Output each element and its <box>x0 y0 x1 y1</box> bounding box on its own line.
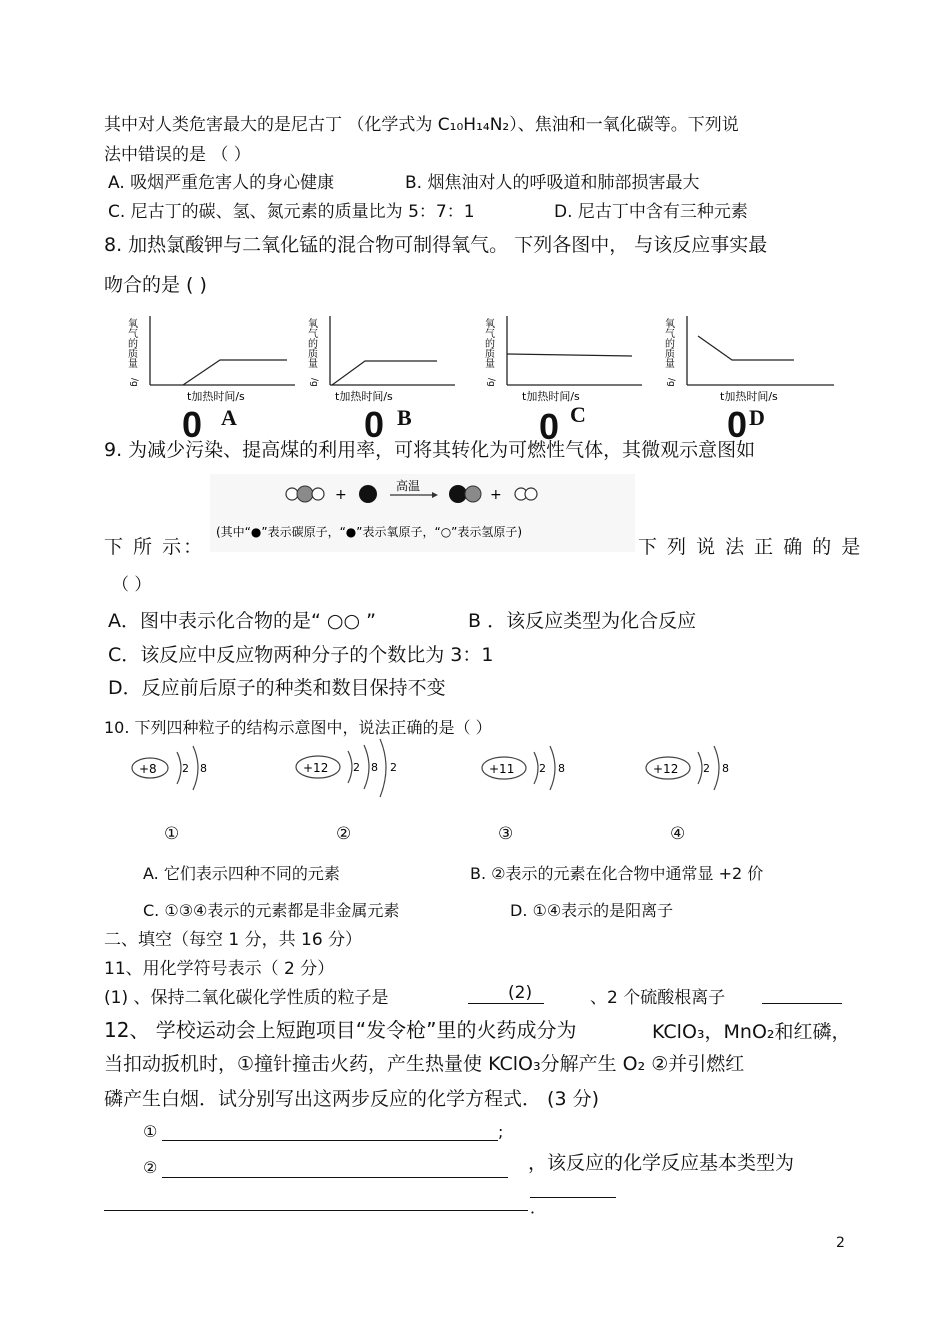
graph-a-xlabel: t加热时间/s <box>187 390 245 403</box>
q12-end-dot: ． <box>530 1198 547 1217</box>
graph-a-origin: 0 <box>182 404 203 445</box>
q10-option-a: A. 它们表示四种不同的元素 <box>143 864 340 883</box>
q10-stem: 10. 下列四种粒子的结构示意图中，说法正确的是（ ） <box>104 718 492 737</box>
q12-line2: 当扣动扳机时，①撞针撞击火药，产生热量使 KClO₃分解产生 O₂ ②并引燃红 <box>104 1053 745 1075</box>
particle-2-shell-3: 2 <box>390 761 397 774</box>
q12-blank1-num: ① <box>143 1122 158 1141</box>
q9-option-d: D．反应前后原子的种类和数目保持不变 <box>108 677 446 699</box>
particle-1-label: ① <box>164 824 180 844</box>
particle-4-nucleus: +12 <box>653 762 679 776</box>
hydrogen-atom-icon <box>312 488 324 500</box>
graph-c-yunit: /g <box>486 378 496 387</box>
q9-condition: 高温 <box>396 479 421 493</box>
particle-1 <box>125 740 235 802</box>
particle-2 <box>290 735 415 803</box>
particle-1-nucleus: +8 <box>139 762 157 776</box>
q12-line1a: 12、 学校运动会上短跑项目“发令枪”里的火药成分为 <box>104 1018 577 1042</box>
q7-option-b: B. 烟焦油对人的呼吸道和肺部损害最大 <box>405 173 700 193</box>
particle-3-shell-2: 8 <box>558 762 565 775</box>
particle-3-shell-1: 2 <box>539 762 546 775</box>
graph-b-curve <box>332 361 437 385</box>
q7-option-a: A. 吸烟严重危害人的身心健康 <box>108 173 335 193</box>
particle-4-label: ④ <box>670 824 686 844</box>
q10-option-d: D. ①④表示的是阳离子 <box>510 901 674 920</box>
q9-lead: 下 所 示： <box>104 536 205 558</box>
q11-part2-label: (2) <box>508 983 533 1003</box>
q11-blank-1[interactable] <box>468 1003 544 1004</box>
graph-b-letter: B <box>397 405 412 430</box>
q12-line3: 磷产生白烟．试分别写出这两步反应的化学方程式． (3 分) <box>104 1088 599 1110</box>
graph-c-origin: 0 <box>539 406 560 447</box>
q8-line2: 吻合的是 ( ) <box>104 274 207 296</box>
oxygen-atom-icon <box>297 486 313 502</box>
particle-2-shell-1: 2 <box>353 761 360 774</box>
q7-option-c: C. 尼古丁的碳、氢、氮元素的质量比为 5：7：1 <box>108 202 475 222</box>
graph-d-origin: 0 <box>727 404 748 445</box>
graph-c <box>482 308 647 403</box>
oxygen-atom-icon <box>465 486 481 502</box>
q9-option-c: C．该反应中反应物两种分子的个数比为 3：1 <box>108 644 494 666</box>
q11-part2: 、2 个硫酸根离子 <box>590 988 726 1008</box>
q8-line1: 8. 加热氯酸钾与二氧化锰的混合物可制得氧气。 下列各图中， 与该反应事实最 <box>104 234 768 256</box>
q12-blank1-end: ; <box>498 1122 504 1141</box>
q12-blank2-num: ② <box>143 1158 158 1177</box>
q11-part1: (1) 、保持二氧化碳化学性质的粒子是 <box>104 988 389 1008</box>
q11-stem: 11、用化学符号表示（ 2 分） <box>104 959 335 979</box>
graph-a-ylabel: 氧气的质量 <box>125 318 137 368</box>
particle-4-shell-2: 8 <box>722 762 729 775</box>
particle-1-shell-1: 2 <box>182 762 189 775</box>
graph-c-letter: C <box>570 402 586 427</box>
particle-3-nucleus: +11 <box>489 762 515 776</box>
particle-4-shell-1: 2 <box>703 762 710 775</box>
q10-option-c: C. ①③④表示的元素都是非金属元素 <box>143 901 400 920</box>
carbon-atom-icon <box>449 485 467 503</box>
q9-option-a: A．图中表示化合物的是“ ○○ ” <box>108 610 376 632</box>
q12-blank2-tail: ，该反应的化学反应基本类型为 <box>528 1152 795 1174</box>
graph-b <box>305 308 460 403</box>
particle-3-label: ③ <box>498 824 514 844</box>
q7-line1: 其中对人类危害最大的是尼古丁 （化学式为 C₁₀H₁₄N₂）、焦油和一氧化碳等。下列说 <box>104 115 739 135</box>
q7-option-d: D. 尼古丁中含有三种元素 <box>554 202 748 222</box>
q12-blank-3[interactable] <box>104 1210 528 1211</box>
carbon-atom-icon <box>359 485 377 503</box>
q10-option-b: B. ②表示的元素在化合物中通常显 +2 价 <box>470 864 764 883</box>
graph-d-letter: D <box>749 405 765 430</box>
q11-blank-2[interactable] <box>762 1003 842 1004</box>
particle-3 <box>478 740 588 802</box>
graph-c-ylabel: 氧气的质量 <box>482 318 494 368</box>
hydrogen-atom-icon <box>286 488 298 500</box>
graph-a <box>125 308 300 403</box>
graph-a-yunit: /g <box>129 378 139 387</box>
section-2-title: 二、填空（每空 1 分，共 16 分） <box>104 930 363 950</box>
q7-line2: 法中错误的是 （ ） <box>104 145 251 165</box>
particle-2-nucleus: +12 <box>303 761 329 775</box>
q9-legend: (其中“●”表示碳原子，“●”表示氧原子，“○”表示氢原子) <box>216 525 523 539</box>
graph-d-curve <box>698 336 794 360</box>
q9-line1: 9. 为减少污染、提高煤的利用率，可将其转化为可燃性气体，其微观示意图如 <box>104 439 756 461</box>
graph-c-curve <box>507 354 632 356</box>
graph-d-yunit: /g <box>666 378 676 387</box>
q9-paren: （ ） <box>112 575 152 595</box>
svg-text:+: + <box>335 487 347 503</box>
q9-tail: 下 列 说 法 正 确 的 是 <box>638 536 863 558</box>
q9-reaction-diagram <box>210 474 635 552</box>
graph-a-letter: A <box>221 405 237 430</box>
graph-d-xlabel: t加热时间/s <box>720 390 778 403</box>
graph-c-xlabel: t加热时间/s <box>522 390 580 403</box>
particle-4 <box>640 740 750 802</box>
particle-2-shell-2: 8 <box>371 761 378 774</box>
q12-blank-1[interactable] <box>162 1140 498 1141</box>
particle-2-label: ② <box>336 824 352 844</box>
q12-blank-2[interactable] <box>162 1177 508 1178</box>
graph-a-curve <box>183 360 287 385</box>
graph-d <box>662 308 842 403</box>
svg-text:+: + <box>490 487 502 503</box>
q12-line1b: KClO₃，MnO₂和红磷， <box>652 1021 851 1043</box>
graph-b-ylabel: 氧气的质量 <box>305 318 317 368</box>
graph-d-ylabel: 氧气的质量 <box>662 318 674 368</box>
graph-b-origin: 0 <box>364 404 385 445</box>
hydrogen-atom-icon <box>525 488 537 500</box>
graph-b-yunit: /g <box>309 378 319 387</box>
particle-1-shell-2: 8 <box>200 762 207 775</box>
page-number: 2 <box>836 1235 845 1251</box>
graph-b-xlabel: t加热时间/s <box>335 390 393 403</box>
q9-option-b: B ．该反应类型为化合反应 <box>468 610 697 632</box>
